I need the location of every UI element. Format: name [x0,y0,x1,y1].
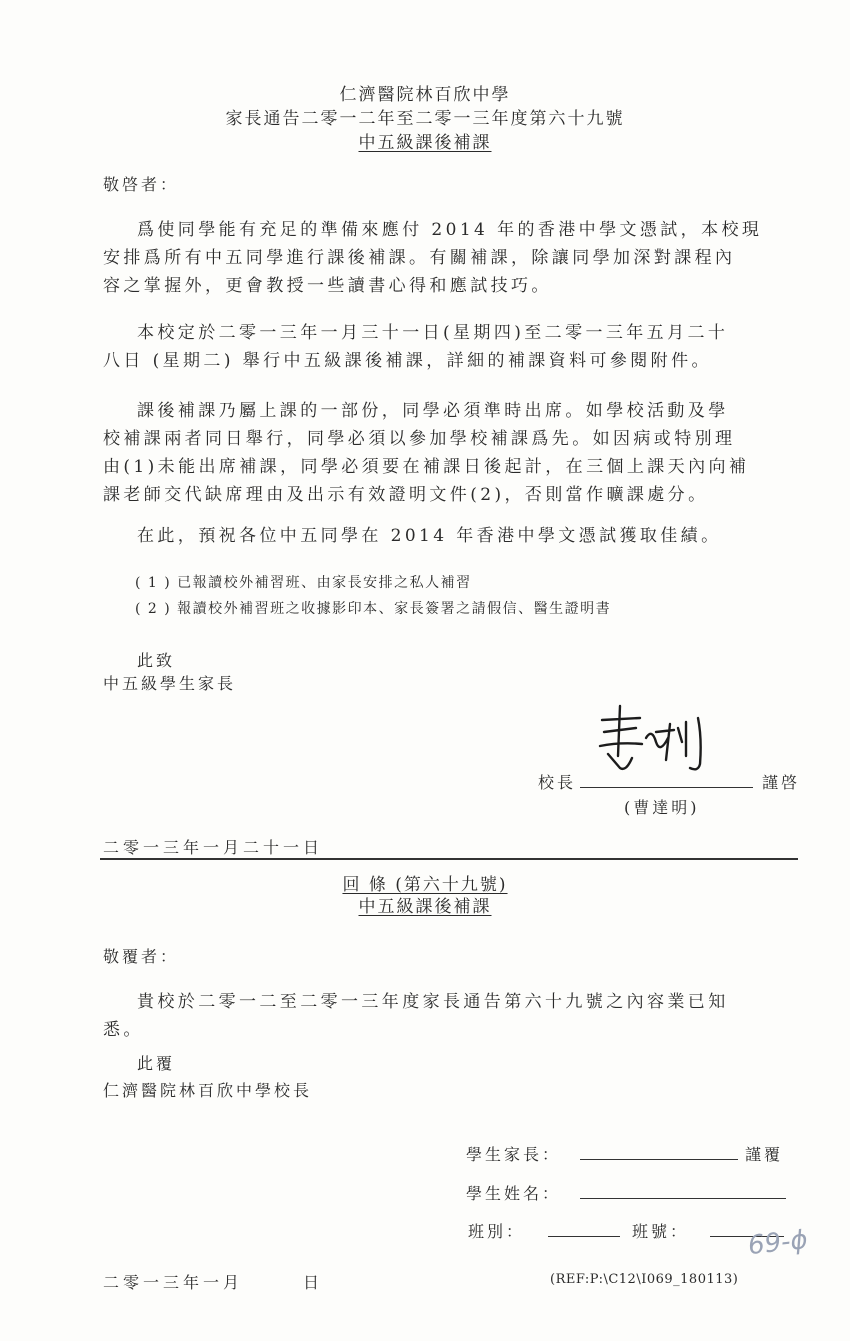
paragraph-line: 爲使同學能有充足的準備來應付 2014 年的香港中學文憑試，本校現 [137,220,763,240]
reference-code: (REF:P:\C12\I069_180113) [550,1272,739,1287]
parent-label: 學生家長： [466,1145,562,1164]
reply-date: 二零一三年一月 [103,1273,244,1292]
school-name: 仁濟醫院林百欣中學 [339,85,511,105]
reply-body-line: 悉。 [103,1020,144,1040]
paragraph-line: 安排爲所有中五同學進行課後補課。有關補課，除讓同學加深對課程內 [103,248,736,268]
tear-off-divider [100,858,798,860]
footnote-2: ( 2 ) 報讀校外補習班之收據影印本、家長簽署之請假信、醫生證明書 [135,601,612,617]
class-label: 班別： [468,1222,526,1241]
paragraph-line: 課後補課乃屬上課的一部份，同學必須準時出席。如學校活動及學 [137,401,729,421]
reply-recipient: 仁濟醫院林百欣中學校長 [103,1081,313,1100]
salutation: 敬啓者： [103,175,180,194]
paragraph-line: 容之掌握外，更會教授一些讀書心得和應試技巧。 [103,276,552,296]
paragraph-line: 課老師交代缺席理由及出示有效證明文件(2)，否則當作曠課處分。 [103,485,709,505]
reply-body-line: 貴校於二零一二至二零一三年度家長通告第六十九號之內容業已知 [137,992,729,1012]
reply-salutation: 敬覆者： [103,947,180,966]
parent-signature-field[interactable] [580,1142,738,1160]
paragraph-line: 八日 (星期二) 舉行中五級課後補課，詳細的補課資料可參閱附件。 [103,351,712,371]
notice-subject-wrap [0,128,850,153]
handwritten-mark: 69-ϕ [746,1224,810,1262]
footnote-1: ( 1 ) 已報讀校外補習班、由家長安排之私人補習 [135,575,472,591]
reply-title: 回 條 (第六十九號) [342,875,508,895]
reply-fu: 此覆 [137,1054,176,1073]
notice-date: 二零一三年一月二十一日 [103,838,324,857]
paragraph-line: 在此，預祝各位中五同學在 2014 年香港中學文憑試獲取佳績。 [137,526,722,546]
signature-line [580,770,753,788]
principal-label: 校長 [538,773,577,792]
notice-number: 家長通告二零一二年至二零一三年度第六十九號 [225,109,625,129]
closing-zhi: 此致 [137,651,176,670]
reply-subject: 中五級課後補課 [358,897,492,917]
reply-date-day: 日 [303,1273,323,1292]
class-field[interactable] [548,1219,620,1237]
paragraph-line: 本校定於二零一三年一月三十一日(星期四)至二零一三年五月二十 [137,323,729,343]
reply-subject-wrap [0,892,850,917]
notice-subject: 中五級課後補課 [358,133,492,153]
principal-name: (曹達明) [624,798,700,817]
paragraph-line: 校補課兩者同日舉行，同學必須以參加學校補課爲先。如因病或特別理 [103,429,736,449]
paragraph-line: 由(1)未能出席補課，同學必須要在補課日後起計，在三個上課天內向補 [103,457,750,477]
class-number-label: 班號： [632,1222,690,1241]
closing-recipient: 中五級學生家長 [103,674,237,693]
student-name-field[interactable] [580,1181,786,1199]
principal-respect: 謹啓 [762,773,801,792]
student-name-label: 學生姓名： [466,1184,562,1203]
parent-respect: 謹覆 [745,1145,784,1164]
